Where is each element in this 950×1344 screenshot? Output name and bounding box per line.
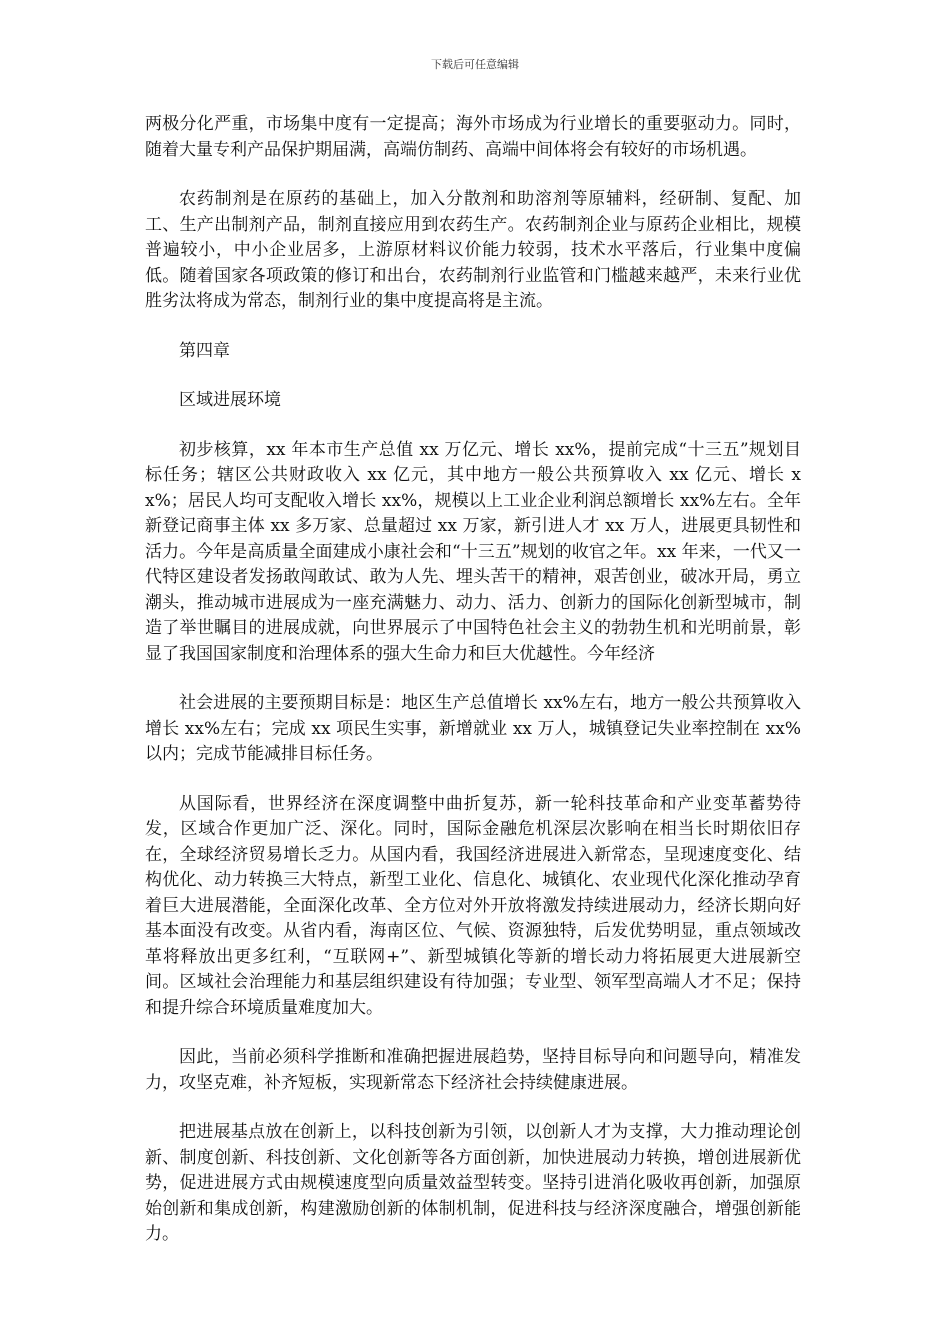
paragraph-innovation: 把进展基点放在创新上，以科技创新为引领，以创新人才为支撑，大力推动理论创新、制度创新、科技创新、文化创新等各方面创新，加快进展动力转换，增创进展新优势，促进进展方式由规模速度型向质量效益型转变。坚持引进消化吸收再创新，加强原始创新和集成创新，构建激励创新的体制机制，促进科技与经济深度融合，增强创新能力。	[145, 1122, 801, 1244]
paragraph-international-domestic-outlook: 从国际看，世界经济在深度调整中曲折复苏，新一轮科技革命和产业变革蓄势待发，区域合作更加广泛、深化。同时，国际金融危机深层次影响在相当长时期依旧存在，全球经济贸易增长乏力。从国内看，我国经济进展进入新常态，呈现速度变化、结构优化、动力转换三大特点，新型工业化、信息化、城镇化、农业现代化深化推动孕育着巨大进展潜能，全面深化改革、全方位对外开放将激发持续进展动力，经济长期向好基本面没有改变。从省内看，海南区位、气候、资源独特，后发优势明显，重点领域改革将释放出更多红利，“互联网+”、新型城镇化等新的增长动力将拓展更大进展新空间。区域社会治理能力和基层组织建设有待加强；专业型、领军型高端人才不足；保持和提升综合环境质量难度加大。	[145, 793, 801, 1018]
section-heading: 区域进展环境	[179, 390, 281, 410]
chapter-heading: 第四章	[179, 340, 230, 361]
paragraph-pesticide-formulation: 农药制剂是在原药的基础上，加入分散剂和助溶剂等原辅料，经研制、复配、加工、生产出制剂产品，制剂直接应用到农药生产。农药制剂企业与原药企业相比，规模普遍较小，中小企业居多，上游原材料议价能力较弱，技术水平落后，行业集中度偏低。随着国家各项政策的修订和出台，农药制剂行业监管和门槛越来越严，未来行业优胜劣汰将成为常态，制剂行业的集中度提高将是主流。	[145, 189, 801, 311]
paragraph-preliminary-accounting: 初步核算，xx 年本市生产总值 xx 万亿元、增长 xx%，提前完成“十三五”规划目标任务；辖区公共财政收入 xx 亿元，其中地方一般公共预算收入 xx 亿元、增长 xx%；居民人均可支配收入增长 xx%，规模以上工业企业利润总额增长 xx%左右。全年新登记商事主体 xx 多万家、总量超过 xx 万家，新引进人才 xx 万人，进展更具韧性和活力。今年是高质量全面建成小康社会和“十三五”规划的收官之年。xx 年来，一代又一代特区建设者发扬敢闯敢试、敢为人先、埋头苦干的精神，艰苦创业，破冰开局，勇立潮头，推动城市进展成为一座充满魅力、动力、活力、创新力的国际化创新型城市，制造了举世瞩目的进展成就，向世界展示了中国特色社会主义的勃勃生机和光明前景，彰显了我国国家制度和治理体系的强大生命力和巨大优越性。今年经济	[145, 439, 801, 664]
paragraph-expected-targets: 社会进展的主要预期目标是：地区生产总值增长 xx%左右，地方一般公共预算收入增长 xx%左右；完成 xx 项民生实事，新增就业 xx 万人，城镇登记失业率控制在 xx%以内；完成节能减排目标任务。	[145, 693, 801, 764]
paragraph-therefore: 因此，当前必须科学推断和准确把握进展趋势，坚持目标导向和问题导向，精准发力，攻坚克难，补齐短板，实现新常态下经济社会持续健康进展。	[145, 1047, 801, 1093]
page-header-note: 下载后可任意编辑	[431, 58, 519, 71]
document-body	[145, 112, 801, 1272]
paragraph-industry-polarization: 两极分化严重，市场集中度有一定提高；海外市场成为行业增长的重要驱动力。同时，随着大量专利产品保护期届满，高端仿制药、高端中间体将会有较好的市场机遇。	[145, 114, 801, 160]
